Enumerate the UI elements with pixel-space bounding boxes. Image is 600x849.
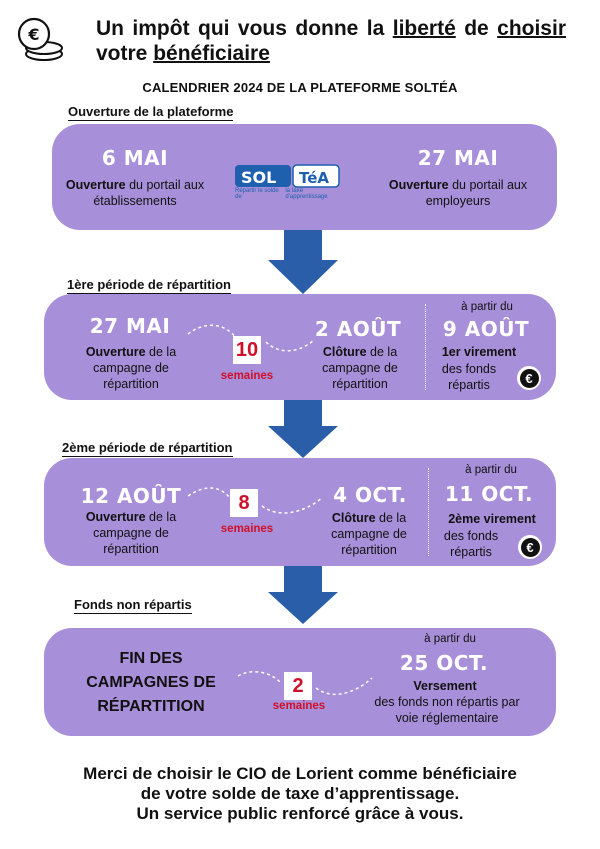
fonds-right-desc: des fonds non répartis par voie réglementaire xyxy=(374,695,520,725)
page-title: Un impôt qui vous donne la liberté de choisir votre bénéficiaire xyxy=(96,17,566,65)
periode2-from-label: à partir du xyxy=(465,464,517,476)
euro-icon: € xyxy=(518,535,542,559)
ouverture-left-desc: Ouverture du portail aux établissements xyxy=(65,178,205,208)
periode2-left-desc: Ouverture de la campagne de répartition xyxy=(85,510,177,556)
fonds-right-bold: Versement xyxy=(413,679,477,693)
down-arrow-icon xyxy=(268,566,338,629)
periode2-left-date: 12 AOÛT xyxy=(80,484,182,508)
footer-message: Merci de choisir le CIO de Lorient comme bénéficiaire de votre solde de taxe d’apprentissage. Un service public renforcé grâce à vous. xyxy=(83,764,517,823)
section-label-periode2: 2ème période de répartition xyxy=(62,440,233,455)
periode2-weeks-count: 8 xyxy=(230,489,258,517)
soltea-logo xyxy=(233,161,345,200)
down-arrow-icon xyxy=(268,230,338,299)
periode2-right-date: 11 OCT. xyxy=(444,482,534,506)
fonds-weeks-count: 2 xyxy=(284,672,312,700)
periode2-weeks-label: semaines xyxy=(220,523,274,535)
fonds-left-text: FIN DES CAMPAGNES DE RÉPARTITION xyxy=(86,650,216,715)
ouverture-left-date: 6 MAI xyxy=(101,146,169,170)
periode2-mid-date: 4 OCT. xyxy=(333,483,407,507)
logo-caption-1: Répartir le solde de xyxy=(235,188,279,200)
periode1-weeks-label: semaines xyxy=(220,370,274,382)
coin-stack-icon xyxy=(14,14,66,66)
periode2-right-desc: des fonds répartis xyxy=(443,529,499,559)
euro-icon: € xyxy=(517,366,541,390)
fonds-right-date: 25 OCT. xyxy=(399,651,489,675)
periode1-left-desc: Ouverture de la campagne de répartition xyxy=(85,345,177,391)
periode1-weeks-count: 10 xyxy=(233,336,261,364)
section-label-periode1: 1ère période de répartition xyxy=(67,277,231,292)
section-label-fonds: Fonds non répartis xyxy=(74,597,192,612)
periode1-left-date: 27 MAI xyxy=(89,314,171,338)
section-label-ouverture: Ouverture de la plateforme xyxy=(68,104,234,119)
page-subtitle: CALENDRIER 2024 DE LA PLATEFORME SOLTÉA xyxy=(142,80,458,95)
periode1-right-bold: 1er virement xyxy=(441,345,517,359)
logo-caption-2: la taxe d'apprentissage xyxy=(285,188,328,200)
ouverture-right-date: 27 MAI xyxy=(417,146,499,170)
periode2-right-bold: 2ème virement xyxy=(448,512,536,526)
periode1-right-desc: des fonds répartis xyxy=(441,362,497,392)
periode1-mid-date: 2 AOÛT xyxy=(314,317,402,341)
periode1-from-label: à partir du xyxy=(461,301,513,313)
fonds-weeks-label: semaines xyxy=(272,700,326,712)
periode1-right-date: 9 AOÛT xyxy=(442,317,530,341)
ouverture-right-desc: Ouverture du portail aux employeurs xyxy=(388,178,528,208)
periode2-mid-desc: Clôture de la campagne de répartition xyxy=(331,511,407,557)
divider xyxy=(428,468,429,556)
svg-text:€: € xyxy=(28,25,40,44)
periode1-mid-desc: Clôture de la campagne de répartition xyxy=(322,345,398,391)
svg-text:TéA: TéA xyxy=(299,169,330,187)
fonds-from-label: à partir du xyxy=(424,633,476,645)
down-arrow-icon xyxy=(268,400,338,463)
divider xyxy=(425,304,426,390)
svg-text:SOL: SOL xyxy=(241,168,277,187)
